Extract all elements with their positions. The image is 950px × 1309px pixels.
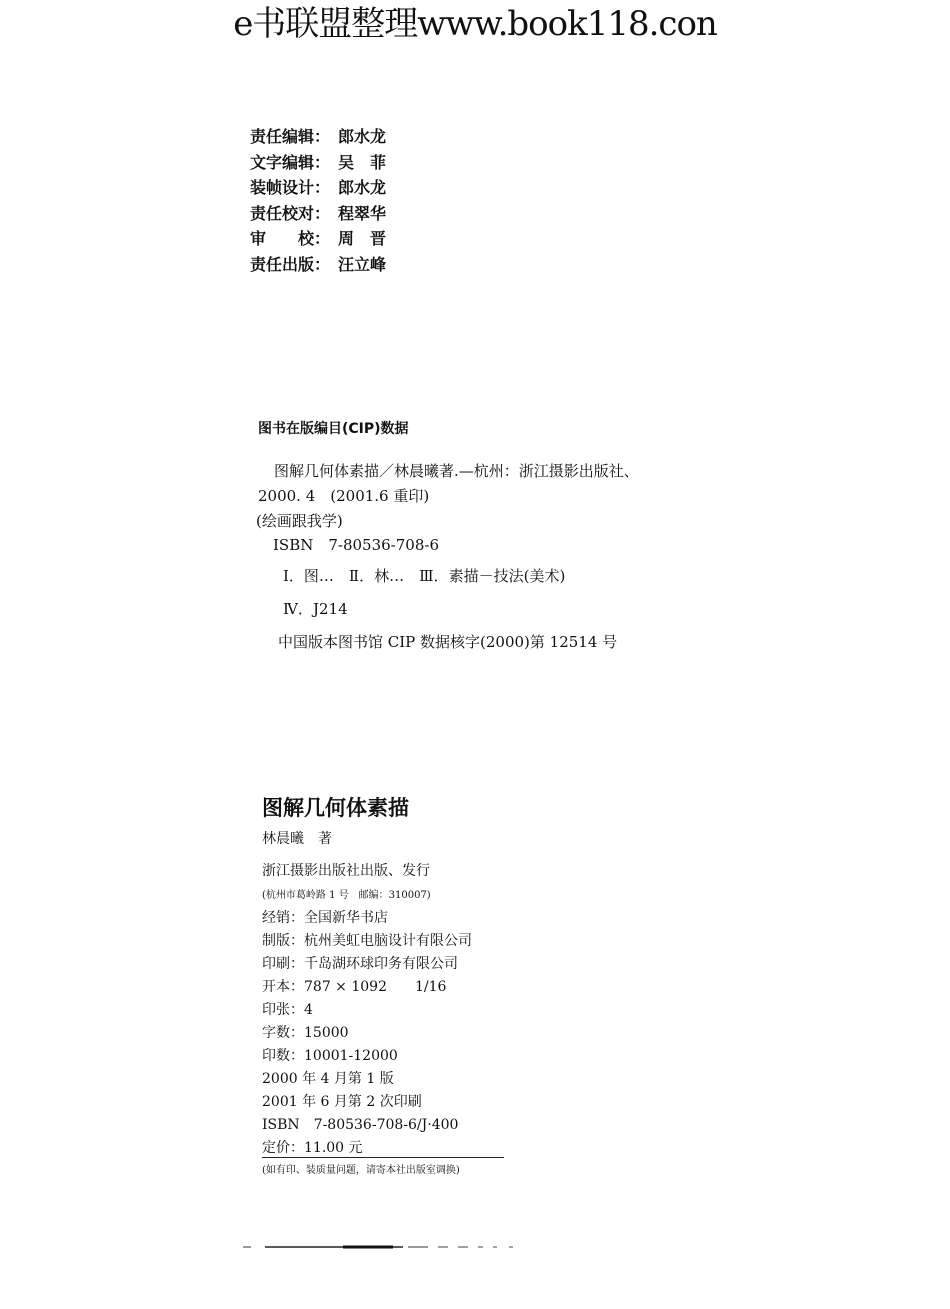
- watermark-text: e书联盟整理www.book118.con: [233, 4, 717, 44]
- cip-line: Ⅰ．图… Ⅱ．林… Ⅲ．素描－技法(美术): [283, 567, 566, 585]
- cip-line: (绘画跟我学): [256, 512, 343, 530]
- cip-line: 中国版本图书馆 CIP 数据核字(2000)第 12514 号: [278, 633, 618, 651]
- staff-name: 郎水龙: [338, 178, 387, 198]
- cip-heading: 图书在版编目(CIP)数据: [258, 421, 409, 437]
- staff-name: 汪立峰: [338, 254, 387, 274]
- isbn-line: ISBN 7-80536-708-6/J·400: [262, 1117, 459, 1133]
- staff-role: 责任编辑：: [250, 127, 331, 146]
- cip-line: Ⅳ．J214: [283, 600, 348, 618]
- staff-row: [250, 124, 386, 150]
- staff-name: 程翠华: [338, 203, 387, 223]
- quality-notice: (如有印、装质量问题，请寄本社出版室调换): [262, 1165, 460, 1176]
- cip-line: 图解几何体素描／林晨曦著.—杭州：浙江摄影出版社、: [274, 462, 639, 480]
- imprint-line: 印张：4: [262, 1002, 313, 1018]
- staff-row: [250, 150, 386, 176]
- staff-name: 周 晋: [338, 229, 387, 249]
- staff-role: 装帧设计：: [250, 178, 331, 198]
- address-line: (杭州市葛岭路 1 号 邮编：310007): [262, 890, 431, 901]
- staff-role: 审 校：: [250, 229, 331, 249]
- book-title: 图解几何体素描: [262, 796, 409, 820]
- divider: [262, 1157, 504, 1158]
- staff-credits: [250, 124, 386, 278]
- staff-name: 郎水龙: [338, 127, 387, 146]
- staff-role: 责任出版：: [250, 254, 331, 274]
- staff-row: [250, 226, 386, 252]
- staff-row: [250, 175, 386, 201]
- publisher-line: 浙江摄影出版社出版、发行: [262, 863, 430, 879]
- price-line: 定价：11.00 元: [262, 1140, 363, 1156]
- cip-line: 2000. 4 (2001.6 重印): [258, 487, 430, 505]
- imprint-line: 印刷：千岛湖环球印务有限公司: [262, 956, 458, 972]
- imprint-line: 印数：10001-12000: [262, 1048, 398, 1064]
- staff-row: [250, 252, 386, 278]
- staff-name: 吴 菲: [338, 152, 387, 172]
- staff-row: [250, 201, 386, 227]
- author-line: 林晨曦 著: [262, 831, 332, 847]
- staff-role: 文字编辑：: [250, 152, 331, 172]
- imprint-line: 制版：杭州美虹电脑设计有限公司: [262, 933, 472, 949]
- footer-scan-rule: [243, 1245, 515, 1249]
- cip-line: ISBN 7-80536-708-6: [273, 536, 439, 554]
- edition-line: 2000 年 4 月第 1 版: [262, 1071, 394, 1087]
- imprint-line: 字数：15000: [262, 1025, 349, 1041]
- imprint-line: 开本：787 × 1092 1/16: [262, 979, 447, 995]
- staff-role: 责任校对：: [250, 203, 331, 223]
- printing-line: 2001 年 6 月第 2 次印刷: [262, 1094, 422, 1110]
- imprint-line: 经销：全国新华书店: [262, 910, 388, 926]
